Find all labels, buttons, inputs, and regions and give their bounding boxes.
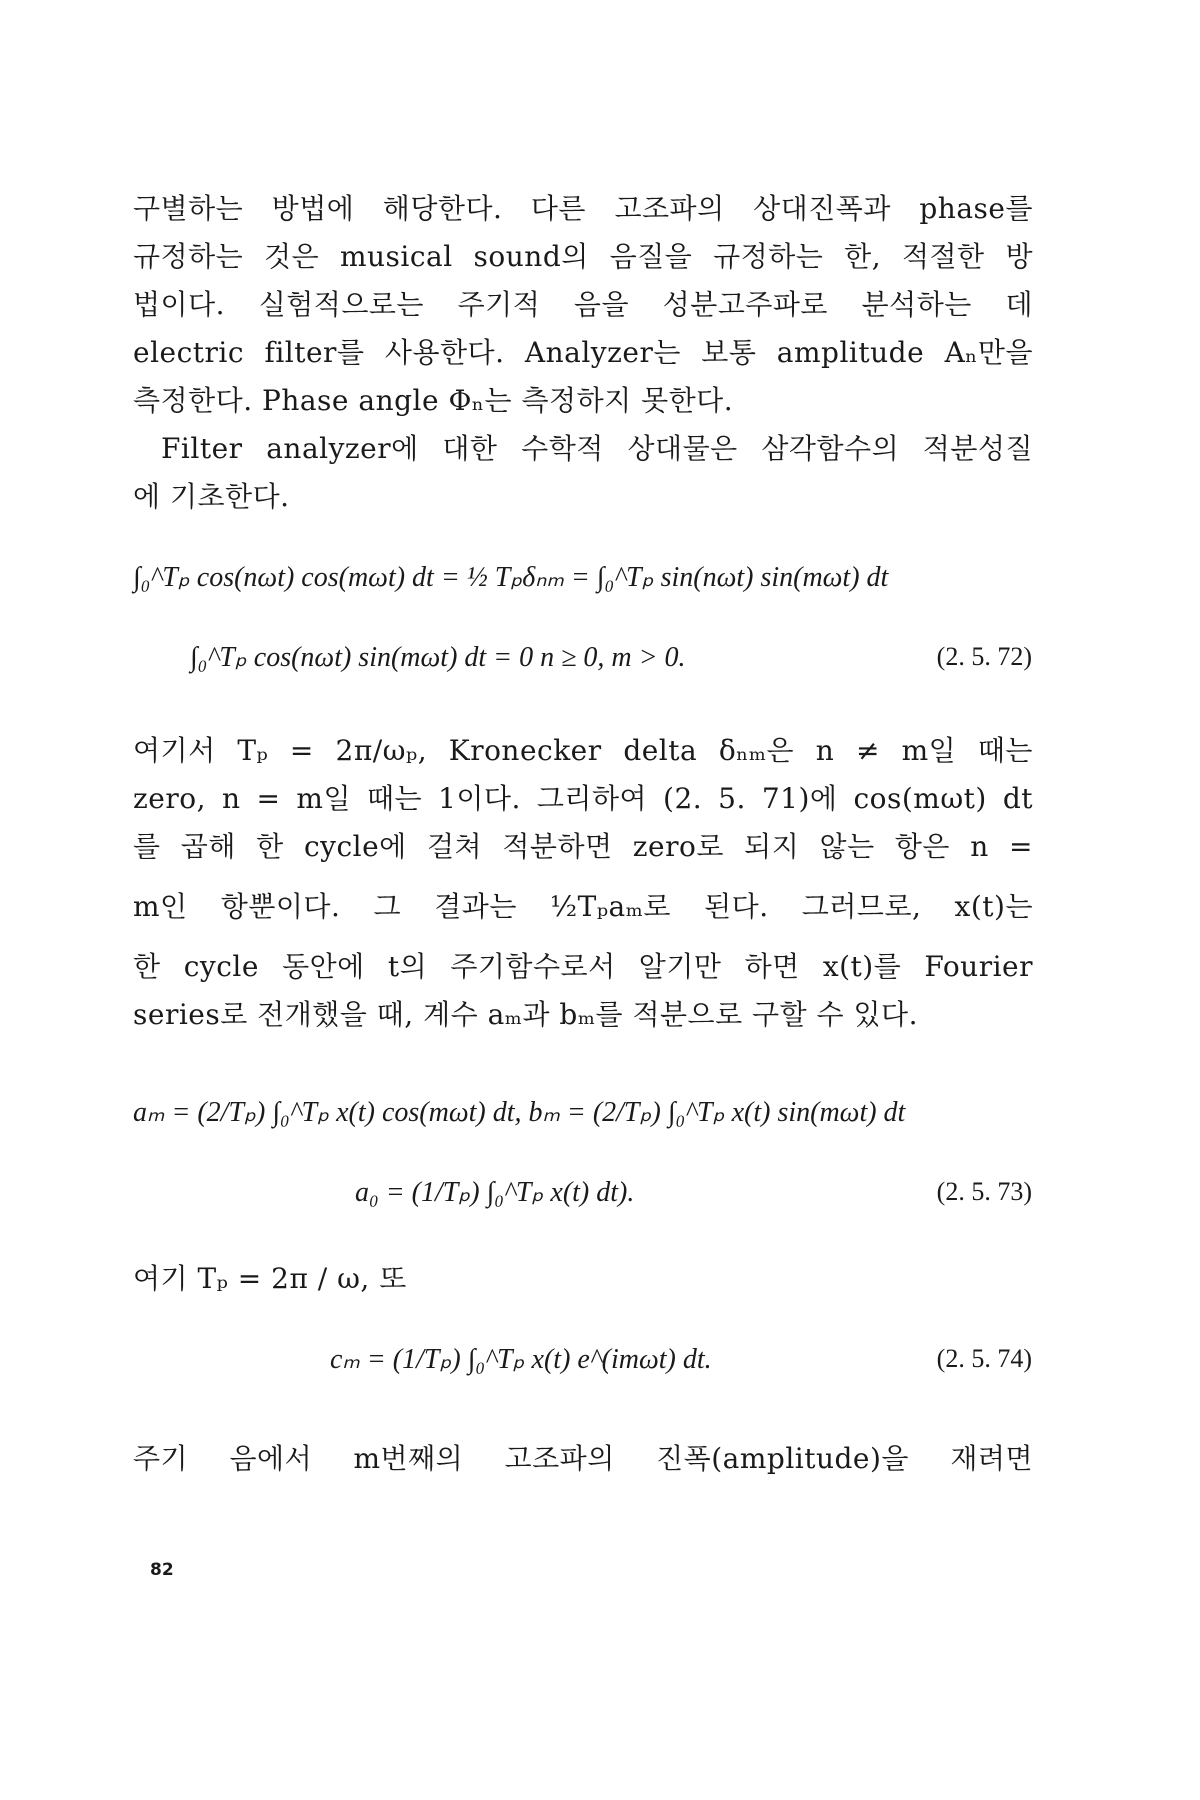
paragraph-3 <box>133 727 1033 1039</box>
text-line: Filter analyzer에 대한 수학적 상대물은 삼각함수의 적분성질 <box>161 432 1033 465</box>
equation-2-5-72-line-1: ∫₀^Tₚ cos(nωt) cos(mωt) dt = ½ Tₚδₙₘ = ∫₀^Tₚ sin(nωt) sin(mωt) dt <box>133 562 889 593</box>
text-line: 여기서 Tₚ = 2π/ωₚ, Kronecker delta δₙₘ은 n ≠ m일 때는 <box>133 734 1033 767</box>
equation-2-5-73-line-1: aₘ = (2/Tₚ) ∫₀^Tₚ x(t) cos(mωt) dt, bₘ = (2/Tₚ) ∫₀^Tₚ x(t) sin(mωt) dt <box>133 1097 906 1128</box>
text-line: 주기 음에서 m번째의 고조파의 진폭(amplitude)을 재려면 <box>133 1442 1033 1475</box>
paragraph-4 <box>133 1255 1033 1303</box>
equation-2-5-73-line-2: a₀ = (1/Tₚ) ∫₀^Tₚ x(t) dt). <box>355 1177 635 1208</box>
paragraph-5 <box>133 1435 1033 1483</box>
text-line: 에 기초한다. <box>133 480 290 513</box>
text-line: 법이다. 실험적으로는 주기적 음을 성분고주파로 분석하는 데 <box>133 288 1033 321</box>
equation-number-2-5-73: (2. 5. 73) <box>936 1177 1032 1206</box>
text-line: m인 항뿐이다. 그 결과는 ½Tₚaₘ로 된다. 그러므로, x(t)는 <box>133 890 1033 923</box>
text-line: 규정하는 것은 musical sound의 음질을 규정하는 한, 적절한 방 <box>133 240 1033 273</box>
text-line: 측정한다. Phase angle Φₙ는 측정하지 못한다. <box>133 384 734 417</box>
text-line: 여기 Tₚ = 2π / ω, 또 <box>133 1262 407 1295</box>
text-line: 를 곱해 한 cycle에 걸쳐 적분하면 zero로 되지 않는 항은 n = <box>133 830 1033 863</box>
equation-number-2-5-74: (2. 5. 74) <box>936 1344 1032 1373</box>
text-line: electric filter를 사용한다. Analyzer는 보통 amplitude Aₙ만을 <box>133 336 1033 369</box>
equation-2-5-72-line-2: ∫₀^Tₚ cos(nωt) sin(mωt) dt = 0 n ≥ 0, m > 0. <box>190 642 686 673</box>
text-line: 구별하는 방법에 해당한다. 다른 고조파의 상대진폭과 phase를 <box>133 192 1033 225</box>
page-number: 82 <box>150 1560 174 1580</box>
equation-number-2-5-72: (2. 5. 72) <box>936 642 1032 671</box>
paragraph-2 <box>133 425 1033 521</box>
paragraph-1 <box>133 185 1033 425</box>
text-line: 한 cycle 동안에 t의 주기함수로서 알기만 하면 x(t)를 Fourier <box>133 950 1033 983</box>
equation-2-5-74: cₘ = (1/Tₚ) ∫₀^Tₚ x(t) e^(imωt) dt. <box>330 1344 712 1375</box>
text-line: zero, n = m일 때는 1이다. 그리하여 (2. 5. 71)에 cos(mωt) dt <box>133 782 1033 815</box>
text-line: series로 전개했을 때, 계수 aₘ과 bₘ를 적분으로 구할 수 있다. <box>133 998 918 1031</box>
